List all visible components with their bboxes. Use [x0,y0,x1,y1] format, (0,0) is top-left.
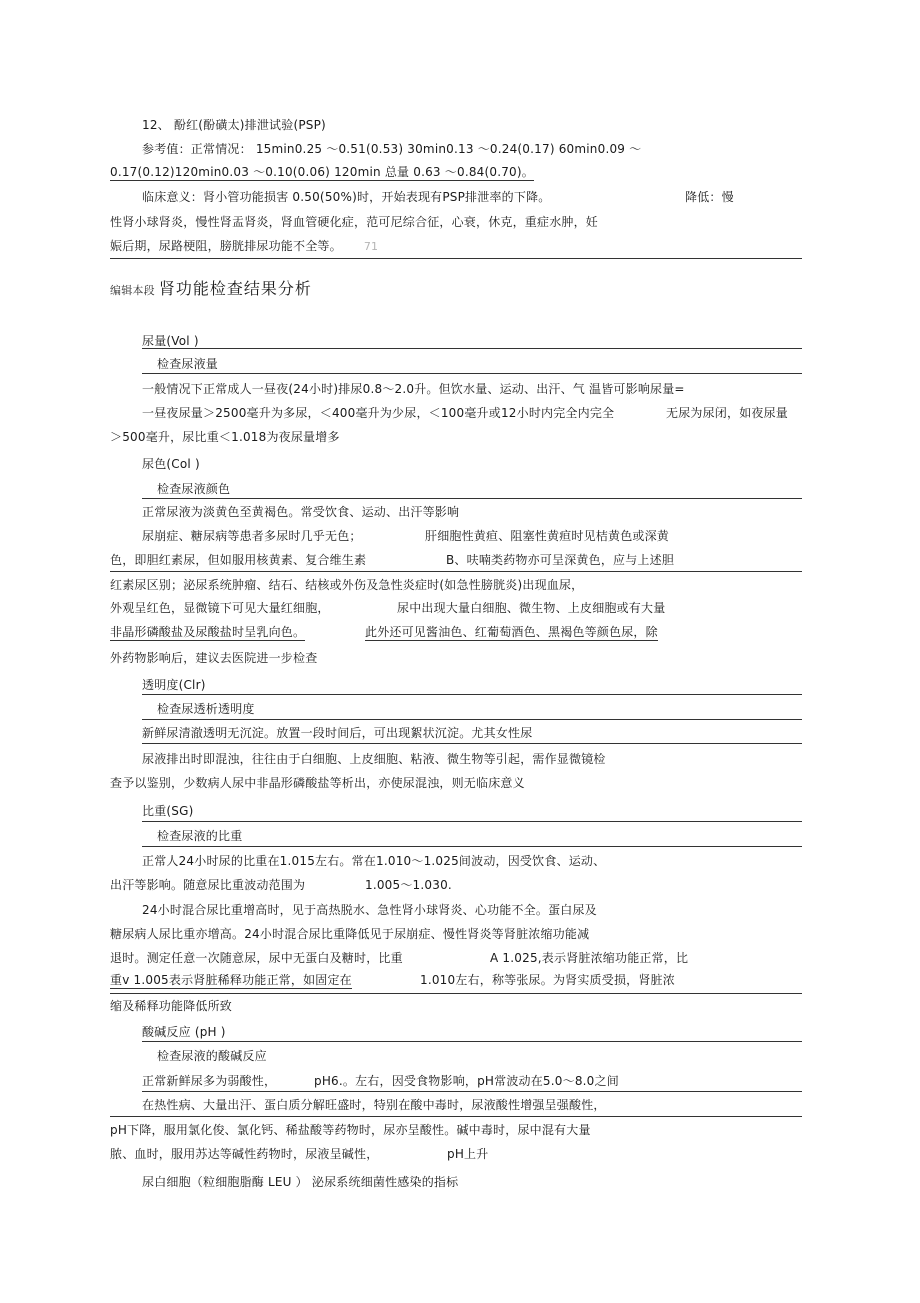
col-subheading: 检查尿液颜色 [157,482,231,496]
ph-paragraph-line-4b: pH上升 [447,1147,489,1161]
clr-paragraph-line-2: 尿液排出时即混浊，往往由于白细胞、上皮细胞、粘液、微生物等引起，需作显微镜检 [142,752,606,766]
vol-paragraph-line-3: ＞500毫升，尿比重＜1.018为夜尿量增多 [110,430,340,444]
divider [142,1091,802,1092]
clr-heading: 透明度(Clr) [142,678,206,692]
divider [110,571,802,572]
col-paragraph-line-2b: 肝细胞性黄疸、阻塞性黄疸时见桔黄色或深黄 [425,529,670,543]
sg-paragraph-line-4: 糖尿病人尿比重亦增高。24小时混合尿比重降低见于尿崩症、慢性肾炎等肾脏浓缩功能减 [110,927,590,941]
vol-paragraph-line-2a: 一昼夜尿量＞2500毫升为多尿，＜400毫升为少尿，＜100毫升或12小时内完全内完全 [142,406,615,420]
ph-subheading: 检查尿液的酸碱反应 [157,1049,267,1063]
col-paragraph-line-6a [110,624,305,640]
vol-subheading: 检查尿液量 [157,357,219,371]
psp-significance-line-2: 性肾小球肾炎，慢性肾盂肾炎，肾血管硬化症，范可尼综合征，心衰，休克，重症水肿，妊 [110,215,599,229]
ph-paragraph-line-1a: 正常新鲜尿多为弱酸性， [142,1074,277,1088]
divider [142,1041,802,1042]
divider [142,498,802,499]
clr-paragraph-line-1: 新鲜尿清澈透明无沉淀。放置一段时间后，可出现絮状沉淀。尤其女性尿 [142,726,533,740]
sg-paragraph-line-3: 24小时混合尿比重增高时，见于高热脱水、急性肾小球肾炎、心功能不全。蛋白尿及 [142,903,597,917]
col-paragraph-line-6b [365,624,658,640]
divider [142,694,802,695]
divider [142,846,802,847]
col-paragraph-line-2a: 尿崩症、糖尿病等患者多尿时几乎无色； [142,529,362,543]
sg-paragraph-line-5b: A 1.025,表示肾脏浓缩功能正常，比 [490,951,689,965]
psp-significance-line-1b: 降低：慢 [685,190,734,204]
col-paragraph-line-4: 红素尿区别；泌尿系统肿瘤、结石、结核或外伤及急性炎症时(如急性膀胱炎)出现血尿， [110,578,584,592]
ph-paragraph-line-2: 在热性病、大量出汗、蛋白质分解旺盛时，特别在酸中毒时，尿液酸性增强呈强酸性， [142,1098,606,1112]
leu-heading: 尿白细胞（粒细胞脂酶 LEU ） 泌尿系统细菌性感染的指标 [142,1175,459,1189]
sg-subheading: 检查尿液的比重 [157,829,243,843]
page-number: 71 [363,240,379,253]
edit-section-link[interactable]: 编辑本段 [110,284,155,297]
vol-paragraph-line-2b: 无尿为尿闭，如夜尿量 [666,406,789,420]
divider [110,993,802,994]
col-paragraph-line-5b: 尿中出现大量白细胞、微生物、上皮细胞或有大量 [397,601,666,615]
vol-heading: 尿量(Vol ) [142,334,199,348]
psp-significance-text: 娠后期，尿路梗阻，膀胱排尿功能不全等。 [110,239,342,253]
divider [142,743,802,744]
psp-significance-line-3 [110,238,378,255]
sg-paragraph-line-6b: 1.010左右，称等张尿。为肾实质受损，肾脏浓 [420,973,675,987]
section-header [110,279,312,301]
sg-paragraph-line-2b: 1.005～1.030. [365,878,452,892]
section-title: 肾功能检查结果分析 [158,279,312,298]
psp-reference-line-2 [110,164,534,180]
col-heading: 尿色(Col ) [142,457,200,471]
sg-paragraph-line-5a: 退时。测定任意一次随意尿，尿中无蛋白及糖时，比重 [110,951,403,965]
divider [142,821,802,822]
divider [110,1116,802,1117]
divider [142,719,802,720]
psp-significance-line-1a: 临床意义：肾小管功能损害 0.50(50%)时，开始表现有PSP排泄率的下降。 [142,190,551,204]
divider [110,258,802,259]
sg-paragraph-line-6a [110,972,352,988]
ph-paragraph-line-3: pH下降，服用氯化俊、氯化钙、稀盐酸等药物时，尿亦呈酸性。碱中毒时，尿中混有大量 [110,1123,591,1137]
divider [142,348,802,349]
col-underlined-text: 此外还可见酱油色、红葡萄酒色、黑褐色等颜色尿，除 [365,625,658,639]
sg-paragraph-line-7: 缩及稀释功能降低所致 [110,999,233,1013]
sg-underlined-text: 重v 1.005表示肾脏稀释功能正常，如固定在 [110,973,352,987]
col-paragraph-line-1: 正常尿液为淡黄色至黄褐色。常受饮食、运动、出汗等影响 [142,505,460,519]
col-paragraph-line-5a: 外观呈红色，显微镜下可见大量红细胞， [110,601,330,615]
ph-heading: 酸碱反应 (pH ) [142,1025,226,1039]
vol-paragraph-line-1: 一般情况下正常成人一昼夜(24小时)排尿0.8～2.0升。但饮水量、运动、出汗、气 温皆可影响尿量= [142,382,685,396]
clr-paragraph-line-3: 查予以鉴别，少数病人尿中非晶形磷酸盐等析出，亦使尿混浊，则无临床意义 [110,776,525,790]
divider [142,373,802,374]
ph-paragraph-line-4a: 脓、血时，服用苏达等碱性药物时，尿液呈碱性， [110,1147,379,1161]
col-paragraph-line-7: 外药物影响后，建议去医院进一步检查 [110,651,318,665]
psp-reference-underlined: 0.17(0.12)120min0.03 ～0.10(0.06) 120min 总量 0.63 ～0.84(0.70)。 [110,165,534,179]
sg-heading: 比重(SG) [142,804,194,818]
col-paragraph-line-3b: B、呋喃类药物亦可呈深黄色，应与上述胆 [446,553,675,567]
psp-reference-line-1: 参考值：正常情况： 15min0.25 ～0.51(0.53) 30min0.13 ～0.24(0.17) 60min0.09 ～ [142,142,642,156]
col-underlined-text: 非晶形磷酸盐及尿酸盐时呈乳向色。 [110,625,306,639]
col-paragraph-line-3a: 色，即胆红素尿，但如服用核黄素、复合维生素 [110,553,367,567]
sg-paragraph-line-2a: 出汗等影响。随意尿比重波动范围为 [110,878,306,892]
clr-subheading: 检查尿透析透明度 [157,702,255,716]
ph-paragraph-line-1b: pH6.。左右，因受食物影响，pH常波动在5.0～8.0之间 [314,1074,619,1088]
sg-paragraph-line-1: 正常人24小时尿的比重在1.015左右。常在1.010～1.025间波动，因受饮食、运动、 [142,854,606,868]
psp-title: 12、 酚红(酚磺太)排泄试验(PSP) [142,118,326,132]
